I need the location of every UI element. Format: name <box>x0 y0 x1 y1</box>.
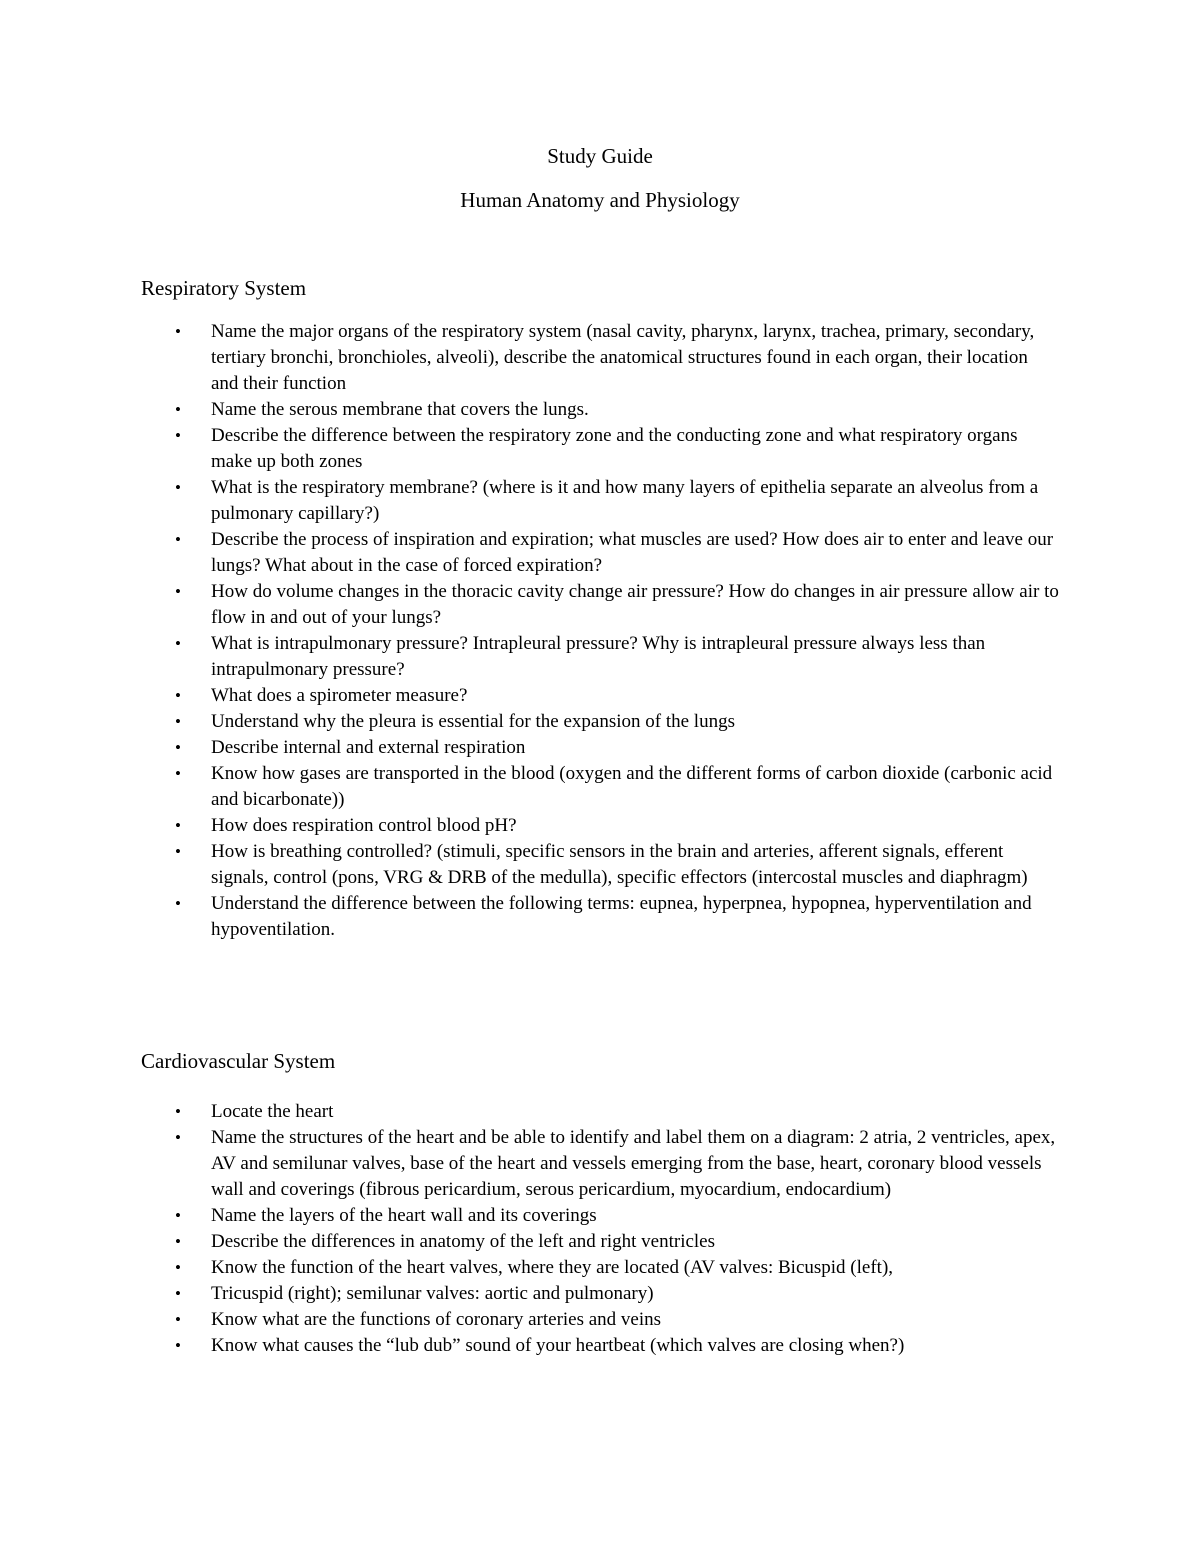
list-item <box>0 709 1200 735</box>
bullet-icon: • <box>175 894 181 913</box>
respiratory-section-heading: Respiratory System <box>141 276 307 300</box>
list-item-text: How does respiration control blood pH? <box>211 815 517 836</box>
bullet-icon: • <box>175 1128 181 1147</box>
list-item-text: What does a spirometer measure? <box>211 685 468 706</box>
list-item <box>0 1255 1200 1281</box>
bullet-icon: • <box>175 738 181 757</box>
list-item <box>0 839 1200 891</box>
list-item-text: Name the major organs of the respiratory system (nasal cavity, pharynx, larynx, trachea, primary, secondary, tertiary bronchi, bronchioles, alveoli), describe the anatomical structures found in each organ, their location and their function <box>211 321 1035 394</box>
list-item-text: Understand why the pleura is essential for the expansion of the lungs <box>211 711 735 732</box>
list-item-text: Name the layers of the heart wall and its coverings <box>211 1205 597 1226</box>
bullet-icon: • <box>175 582 181 601</box>
list-item <box>0 475 1200 527</box>
list-item-text: Know what causes the “lub dub” sound of your heartbeat (which valves are closing when?) <box>211 1335 905 1356</box>
bullet-icon: • <box>175 1336 181 1355</box>
bullet-icon: • <box>175 1102 181 1121</box>
bullet-icon: • <box>175 322 181 341</box>
list-item <box>0 683 1200 709</box>
bullet-icon: • <box>175 842 181 861</box>
list-item <box>0 1281 1200 1307</box>
list-item-text: Name the structures of the heart and be able to identify and label them on a diagram: 2 atria, 2 ventricles, apex, AV and semilunar valves, base of the heart and vessels emerging from the base, heart, coronary blood vessels wall and coverings (fibrous pericardium, serous pericardium, myocardium, endocardium) <box>211 1127 1056 1200</box>
list-item <box>0 319 1200 397</box>
list-item-text: Name the serous membrane that covers the lungs. <box>211 399 589 420</box>
bullet-icon: • <box>175 686 181 705</box>
list-item-text: What is intrapulmonary pressure? Intrapleural pressure? Why is intrapleural pressure always less than intrapulmonary pressure? <box>211 633 986 680</box>
bullet-icon: • <box>175 400 181 419</box>
list-item-text: How do volume changes in the thoracic cavity change air pressure? How do changes in air pressure allow air to flow in and out of your lungs? <box>211 581 1059 628</box>
list-item-text: Describe the process of inspiration and expiration; what muscles are used? How does air to enter and leave our lungs? What about in the case of forced expiration? <box>211 529 1054 576</box>
list-item <box>0 397 1200 423</box>
list-item-text: Understand the difference between the following terms: eupnea, hyperpnea, hypopnea, hyperventilation and hypoventilation. <box>211 893 1032 940</box>
list-item <box>0 891 1200 943</box>
list-item-text: Know what are the functions of coronary arteries and veins <box>211 1309 662 1330</box>
list-item-text: Describe the difference between the respiratory zone and the conducting zone and what respiratory organs make up both zones <box>211 425 1018 472</box>
bullet-icon: • <box>175 1258 181 1277</box>
list-item <box>0 1307 1200 1333</box>
list-item-text: What is the respiratory membrane? (where is it and how many layers of epithelia separate an alveolus from a pulmonary capillary?) <box>211 477 1039 524</box>
bullet-icon: • <box>175 764 181 783</box>
cardiovascular-section-heading: Cardiovascular System <box>141 1049 336 1073</box>
bullet-icon: • <box>175 1310 181 1329</box>
list-item <box>0 1125 1200 1203</box>
list-item <box>0 1229 1200 1255</box>
bullet-icon: • <box>175 1284 181 1303</box>
list-item <box>0 1099 1200 1125</box>
list-item <box>0 423 1200 475</box>
list-item-text: How is breathing controlled? (stimuli, specific sensors in the brain and arteries, afferent signals, efferent signals, control (pons, VRG & DRB of the medulla), specific effectors (intercostal muscles and diaphragm) <box>211 841 1028 888</box>
document-subtitle: Human Anatomy and Physiology <box>460 188 740 212</box>
list-item-text: Describe internal and external respiration <box>211 737 526 758</box>
list-item-text: Know the function of the heart valves, where they are located (AV valves: Bicuspid (left), <box>211 1257 894 1278</box>
list-item <box>0 735 1200 761</box>
list-item <box>0 761 1200 813</box>
document-title: Study Guide <box>547 144 653 168</box>
list-item-text: Know how gases are transported in the blood (oxygen and the different forms of carbon dioxide (carbonic acid and bicarbonate)) <box>211 763 1053 810</box>
list-item <box>0 1333 1200 1359</box>
list-item-text: Tricuspid (right); semilunar valves: aortic and pulmonary) <box>211 1283 654 1304</box>
list-item <box>0 813 1200 839</box>
list-item <box>0 631 1200 683</box>
list-item-text: Describe the differences in anatomy of the left and right ventricles <box>211 1231 716 1252</box>
bullet-icon: • <box>175 530 181 549</box>
list-item <box>0 1203 1200 1229</box>
bullet-icon: • <box>175 426 181 445</box>
list-item <box>0 579 1200 631</box>
cardiovascular-bullet-list <box>0 1099 1200 1359</box>
list-item <box>0 527 1200 579</box>
bullet-icon: • <box>175 478 181 497</box>
bullet-icon: • <box>175 634 181 653</box>
list-item-text: Locate the heart <box>211 1101 334 1122</box>
respiratory-bullet-list <box>0 319 1200 943</box>
bullet-icon: • <box>175 816 181 835</box>
bullet-icon: • <box>175 1206 181 1225</box>
bullet-icon: • <box>175 1232 181 1251</box>
bullet-icon: • <box>175 712 181 731</box>
